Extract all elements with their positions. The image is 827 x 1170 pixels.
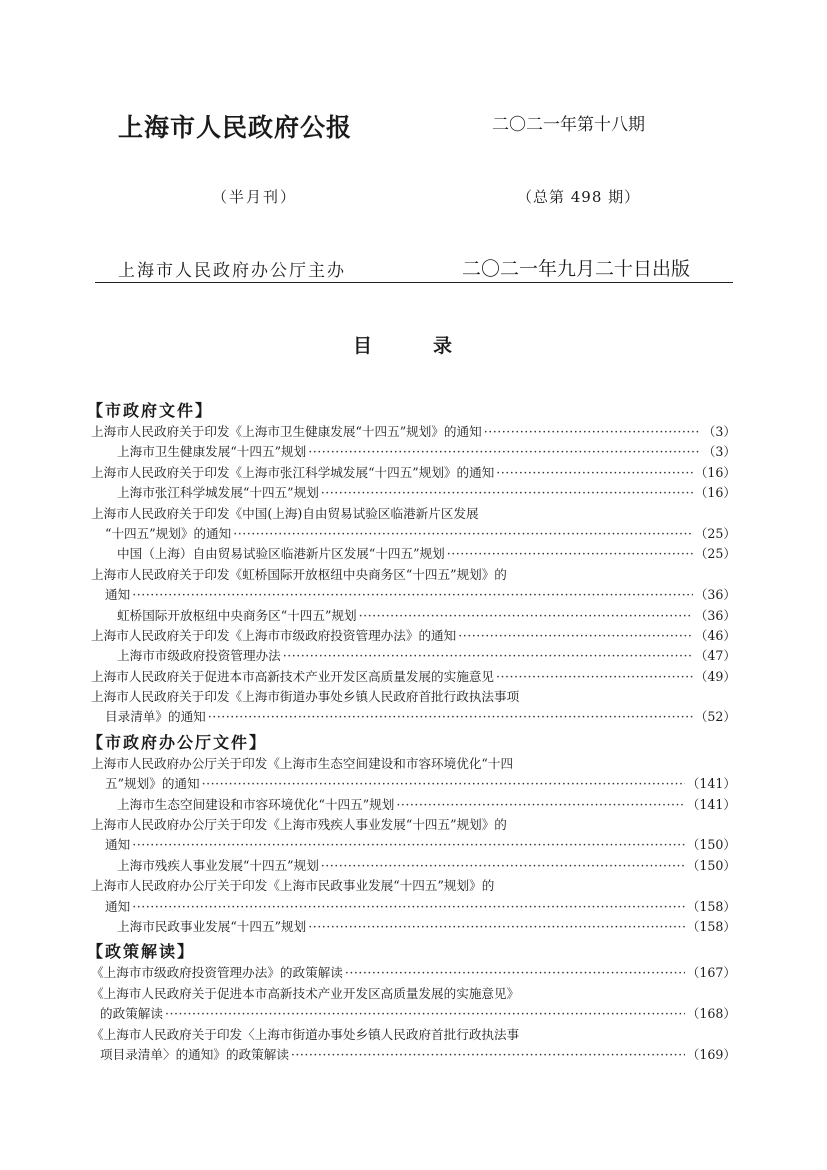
toc-entry-title: 上海市卫生健康发展“十四五”规划: [117, 444, 307, 460]
toc-entry-title: 目录清单》的通知: [105, 709, 206, 725]
dot-leader: [321, 483, 693, 503]
toc-entry[interactable]: [91, 585, 736, 605]
toc-entry-title: 上海市张江科学城发展“十四五”规划: [117, 485, 319, 501]
toc-page-number: （49）: [694, 668, 736, 684]
toc-entry[interactable]: [91, 646, 736, 666]
dot-leader: [208, 707, 693, 727]
dot-leader: [321, 856, 685, 876]
toc-section-heading: 【市政府文件】: [87, 401, 214, 420]
toc-page-number: （16）: [694, 464, 736, 480]
dot-leader: [458, 626, 693, 646]
toc-entry[interactable]: [91, 687, 736, 707]
toc-entry[interactable]: [91, 544, 736, 564]
toc-entry-title: 上海市生态空间建设和市容环境优化“十四五”规划: [117, 796, 395, 812]
toc-page-number: （141）: [686, 776, 736, 792]
toc-page-number: （158）: [686, 898, 736, 914]
toc-entry-title: 五”规划》的通知: [105, 776, 200, 792]
toc-page-number: （3）: [702, 424, 736, 439]
dot-leader: [447, 544, 693, 564]
toc-page-number: （141）: [686, 796, 736, 812]
gazette-title: 上海市人民政府公报: [118, 113, 353, 142]
toc-entry[interactable]: [91, 856, 736, 876]
toc-entry-title: 上海市民政事业发展“十四五”规划: [117, 918, 307, 934]
toc-entry-title: 上海市人民政府关于印发《虹桥国际开放枢纽中央商务区“十四五”规划》的: [91, 566, 507, 582]
toc-entry[interactable]: [91, 754, 736, 774]
dot-leader: [496, 463, 692, 483]
toc-entry-title: 虹桥国际开放枢纽中央商务区“十四五”规划: [117, 607, 357, 623]
toc-page-number: （47）: [694, 648, 736, 664]
publish-date: 二〇二一年九月二十日出版: [462, 258, 691, 280]
dot-leader: [345, 963, 685, 983]
dot-leader: [132, 585, 693, 605]
toc-page-number: （167）: [686, 965, 736, 981]
total-issue-number: （总第 498 期）: [517, 188, 641, 206]
toc-page-number: （25）: [694, 525, 736, 541]
toc-page-number: （168）: [686, 1006, 736, 1022]
dot-leader: [132, 897, 685, 917]
toc-entry-title: 上海市人民政府关于印发《上海市张江科学城发展“十四五”规划》的通知: [91, 464, 495, 480]
toc-entry[interactable]: [91, 897, 736, 917]
toc-page-number: （3）: [702, 444, 736, 460]
toc-entry-title: 上海市人民政府办公厅关于印发《上海市民政事业发展“十四五”规划》的: [91, 878, 495, 894]
toc-page-number: （46）: [694, 627, 736, 643]
toc-entry-title: 上海市人民政府办公厅关于印发《上海市残疾人事业发展“十四五”规划》的: [91, 817, 507, 833]
sponsor: 上海市人民政府办公厅主办: [118, 261, 346, 281]
dot-leader: [359, 606, 693, 626]
toc-entry[interactable]: [91, 963, 736, 983]
toc-entry[interactable]: [91, 667, 736, 687]
toc-entry-title: 上海市人民政府关于印发《中国(上海)自由贸易试验区临港新片区发展: [91, 505, 479, 521]
toc-entry[interactable]: [91, 1025, 736, 1045]
dot-leader: [202, 774, 685, 794]
toc-entry[interactable]: [91, 442, 736, 462]
dot-leader: [283, 646, 693, 666]
dot-leader: [291, 1045, 685, 1065]
toc-entry[interactable]: [91, 524, 736, 544]
toc-entry[interactable]: [91, 606, 736, 626]
toc-entry[interactable]: [91, 774, 736, 794]
toc-entry[interactable]: [91, 707, 736, 727]
toc-entry[interactable]: [91, 835, 736, 855]
toc-entry-title: 上海市人民政府关于印发《上海市街道办事处乡镇人民政府首批行政执法事项: [91, 689, 520, 705]
toc-entry[interactable]: [91, 815, 736, 835]
dot-leader: [308, 917, 685, 937]
toc-entry-title: “十四五”规划》的通知: [105, 525, 232, 541]
toc-entry[interactable]: [91, 504, 736, 524]
dot-leader: [165, 1004, 685, 1024]
toc-entry[interactable]: [91, 876, 736, 896]
toc-entry-title: 项目录清单〉的通知》的政策解读: [100, 1046, 289, 1062]
toc-page-number: （169）: [686, 1046, 736, 1062]
toc-entry-title: 中国（上海）自由贸易试验区临港新片区发展“十四五”规划: [117, 546, 445, 562]
toc-entry[interactable]: [91, 917, 736, 937]
toc-entry[interactable]: [91, 1045, 736, 1065]
publication-frequency: （半月刊）: [212, 188, 298, 206]
toc-section-heading: 【政策解读】: [87, 942, 196, 962]
dot-leader: [308, 442, 701, 462]
toc-entry[interactable]: [91, 795, 736, 815]
toc-entry[interactable]: [91, 463, 736, 483]
toc-title-char-1: 目: [353, 335, 373, 357]
toc-entry[interactable]: [91, 626, 736, 646]
toc-entry[interactable]: [91, 984, 736, 1004]
dot-leader: [233, 524, 693, 544]
issue-number: 二〇二一年第十八期: [492, 115, 645, 135]
toc-entry-title: 的政策解读: [100, 1006, 163, 1022]
toc-page-number: （158）: [686, 918, 736, 934]
header-divider: [95, 282, 733, 283]
toc-entry-title: 通知: [105, 587, 131, 603]
dot-leader: [396, 795, 684, 815]
toc-section-heading: 【市政府办公厅文件】: [87, 732, 268, 752]
toc-entry-title: 上海市人民政府关于印发《上海市卫生健康发展“十四五”规划》的通知: [91, 424, 482, 439]
toc-page-number: （16）: [694, 485, 736, 501]
toc-page-number: （25）: [694, 546, 736, 562]
toc-page-number: （36）: [694, 587, 736, 603]
toc-entry-title: 通知: [105, 837, 131, 853]
toc-entry-title: 上海市市级政府投资管理办法: [117, 648, 281, 664]
toc-page-number: （150）: [686, 837, 736, 853]
toc-entry-title: 《上海市人民政府关于促进本市高新技术产业开发区高质量发展的实施意见》: [91, 985, 520, 1001]
toc-page-number: （36）: [694, 607, 736, 623]
toc-entry-title: 上海市人民政府关于印发《上海市市级政府投资管理办法》的通知: [91, 627, 457, 643]
toc-page-number: （52）: [694, 709, 736, 725]
toc-entry-title: 通知: [105, 898, 131, 914]
toc-entry-title: 上海市人民政府关于促进本市高新技术产业开发区高质量发展的实施意见: [91, 668, 494, 684]
toc-entry[interactable]: [91, 1004, 736, 1024]
toc-entry[interactable]: [91, 422, 736, 442]
toc-entry-title: 《上海市人民政府关于印发〈上海市街道办事处乡镇人民政府首批行政执法事: [91, 1026, 520, 1042]
dot-leader: [132, 835, 685, 855]
toc-entry-title: 《上海市市级政府投资管理办法》的政策解读: [91, 965, 343, 981]
toc-entry[interactable]: [91, 483, 736, 503]
toc-entry-title: 上海市残疾人事业发展“十四五”规划: [117, 857, 319, 873]
toc-entry[interactable]: [91, 565, 736, 585]
toc-entry-title: 上海市人民政府办公厅关于印发《上海市生态空间建设和市容环境优化“十四: [91, 755, 514, 771]
toc-title-char-2: 录: [433, 335, 453, 357]
toc-page-number: （150）: [686, 857, 736, 873]
dot-leader: [484, 422, 701, 442]
table-of-contents: [87, 400, 736, 1065]
dot-leader: [496, 667, 693, 687]
